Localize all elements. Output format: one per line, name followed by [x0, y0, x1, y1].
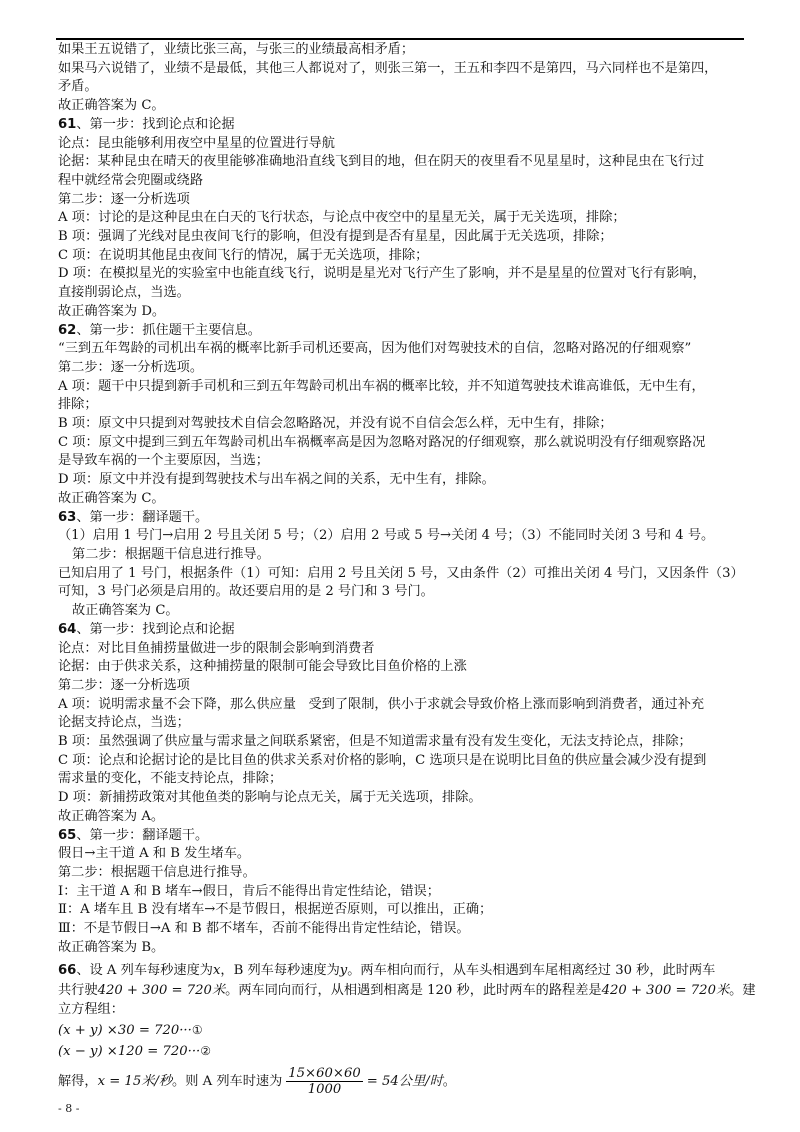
- text-line: 如果马六说错了，业绩不是最低，其他三人都说对了，则张三第一，王五和李四不是第四，马六同样也不是第四，: [58, 60, 718, 76]
- text-line: 论点：对比目鱼捕捞量做进一步的限制会影响到消费者: [58, 640, 375, 656]
- option-c: C 项：在说明其他昆虫夜间飞行的情况，属于无关选项，排除；: [58, 247, 429, 263]
- solution-speed: = 54公里/时: [366, 1074, 443, 1090]
- text-line: 排除；: [58, 397, 98, 413]
- text-line: 、第一步：找到论点和论据: [76, 116, 235, 132]
- option-a: A 项：题干中只提到新手司机和三到五年驾龄司机出车祸的概率比较，并不知道驾驶技术谁高谁低，无中生有，: [58, 378, 705, 394]
- answer-line: 故正确答案为 B。: [58, 939, 165, 955]
- question-62: [58, 322, 748, 509]
- text-line: 需求量的变化，不能支持论点，排除；: [58, 771, 283, 787]
- question-66: [58, 961, 756, 1098]
- text-line: 论据支持论点，当选；: [58, 715, 190, 731]
- answer-line: 故正确答案为 C。: [72, 603, 179, 619]
- text-fragment: 。: [442, 1074, 456, 1090]
- option-b: B 项：强调了光线对昆虫夜间飞行的影响，但没有提到是否有星星，因此属于无关选项，排除；: [58, 229, 613, 245]
- page-number: - 8 -: [58, 1102, 80, 1115]
- sum-expression: 420 + 300 = 720米: [601, 983, 730, 999]
- equation-marker: ①: [191, 1023, 203, 1038]
- option-a: A 项：讨论的是这种昆虫在白天的飞行状态，与论点中夜空中的星星无关，属于无关选项，排除；: [58, 210, 626, 226]
- text-line: 、第一步：翻译题干。: [76, 827, 209, 843]
- text-line: 第二步：根据题干信息进行推导。: [72, 546, 270, 562]
- question-65: [58, 827, 748, 958]
- text-line: 是导致车祸的一个主要原因，当选；: [58, 453, 269, 469]
- text-fragment: ，B 列车每秒速度为: [220, 963, 340, 979]
- answer-line: 故正确答案为 A。: [58, 808, 165, 824]
- text-line: 、第一步：翻译题干。: [76, 509, 209, 525]
- answer-line: 故正确答案为 D。: [58, 303, 166, 319]
- question-number: 61: [58, 116, 77, 132]
- text-fragment: 。两车相向而行，从车头相遇到车尾相离经过 30 秒，此时两车: [347, 963, 716, 979]
- item-i: Ⅰ：主干道 A 和 B 堵车→假日，肯后不能得出肯定性结论，错误；: [58, 883, 440, 899]
- question-63: [58, 509, 748, 621]
- option-d: D 项：在模拟星光的实验室中也能直线飞行，说明是星光对飞行产生了影响，并不是星星的位置对飞行有影响，: [58, 266, 706, 282]
- text-line: 、第一步：抓住题干主要信息。: [76, 322, 261, 338]
- text-fragment: 解得，: [58, 1074, 98, 1090]
- question-number: 63: [58, 509, 77, 525]
- header-rule: [56, 38, 744, 40]
- answer-line: 故正确答案为 C。: [58, 490, 165, 506]
- text-line: 论据：由于供求关系，这种捕捞量的限制可能会导致比目鱼价格的上涨: [58, 659, 467, 675]
- text-line: 已知启用了 1 号门，根据条件（1）可知：启用 2 号且关闭 5 号，又由条件（2）可推出关闭 4 号门，又因条件（3）: [58, 565, 744, 581]
- option-d: D 项：原文中并没有提到驾驶技术与出车祸之间的关系，无中生有，排除。: [58, 472, 495, 488]
- text-line: 第二步：逐一分析选项: [58, 677, 190, 693]
- text-line: 论据：某种昆虫在晴天的夜里能够准确地沿直线飞到目的地，但在阴天的夜里看不见星星时，这种昆虫在飞行过: [58, 154, 705, 170]
- text-line: 第二步：根据题干信息进行推导。: [58, 864, 256, 880]
- document-page: [58, 41, 756, 1098]
- equation-1: (x + y) ×30 = 720···: [58, 1023, 192, 1039]
- equation-marker: ②: [200, 1044, 211, 1059]
- question-number: 62: [58, 322, 77, 338]
- text-line: 程中就经常会兜圈或绕路: [58, 172, 204, 188]
- option-c: C 项：原文中提到三到五年驾龄司机出车祸概率高是因为忽略对路况的仔细观察，那么就说明没有仔细观察路况: [58, 434, 706, 450]
- text-line: 可知，3 号门必须是启用的。故还要启用的是 2 号门和 3 号门。: [58, 584, 434, 600]
- question-64: [58, 621, 748, 827]
- text-fragment: 共行驶: [58, 983, 98, 999]
- text-fragment: 。两车同向而行，从相遇到相离是 120 秒，此时两车的路程差是: [225, 983, 602, 999]
- question-number: 66: [58, 963, 77, 979]
- text-line: 立方程组：: [58, 1002, 124, 1018]
- question-number: 65: [58, 827, 77, 843]
- speed-fraction: [286, 1066, 362, 1097]
- text-line: 直接削弱论点，当选。: [58, 285, 190, 301]
- answer-line: 故正确答案为 C。: [58, 98, 165, 114]
- item-iii: Ⅲ：不是节假日→A 和 B 都不堵车，否前不能得出肯定性结论，错误。: [58, 921, 470, 937]
- option-b: B 项：虽然强调了供应量与需求量之间联系紧密，但是不知道需求量有没有发生变化，无法支持论点，排除；: [58, 734, 692, 750]
- option-a: A 项：说明需求量不会下降，那么供应量 受到了限制，供小于求就会导致价格上涨而影响到消费者，通过补充: [58, 696, 705, 712]
- question-61: [58, 116, 748, 322]
- text-line: 论点：昆虫能够利用夜空中星星的位置进行导航: [58, 135, 335, 151]
- option-b: B 项：原文中只提到对驾驶技术自信会忽略路况，并没有说不自信会怎么样，无中生有，排除；: [58, 416, 613, 432]
- text-fragment: 、设 A 列车每秒速度为: [76, 963, 213, 979]
- fraction-numerator: 15×60×60: [288, 1066, 361, 1082]
- text-fragment: 。建: [729, 983, 756, 999]
- variable-x: x: [212, 963, 221, 979]
- option-c: C 项：论点和论据讨论的是比目鱼的供求关系对价格的影响，C 选项只是在说明比目鱼的供应量会减少没有提到: [58, 752, 707, 768]
- top-block: [58, 41, 748, 116]
- text-line: 、第一步：找到论点和论据: [76, 621, 235, 637]
- text-line: 第二步：逐一分析选项。: [58, 359, 204, 375]
- text-line: “三到五年驾龄的司机出车祸的概率比新手司机还要高，因为他们对驾驶技术的自信，忽略对路况的仔细观察”: [58, 341, 692, 357]
- text-line: （1）启用 1 号门→启用 2 号且关闭 5 号；（2）启用 2 号或 5 号→关闭 4 号；（3）不能同时关闭 3 号和 4 号。: [58, 528, 715, 544]
- text-line: 矛盾。: [58, 79, 98, 95]
- sum-expression: 420 + 300 = 720米: [97, 983, 226, 999]
- question-number: 64: [58, 621, 77, 637]
- solution-x: x = 15米/秒: [97, 1074, 173, 1090]
- variable-y: y: [339, 963, 348, 979]
- text-line: 假日→主干道 A 和 B 发生堵车。: [58, 846, 251, 862]
- option-d: D 项：新捕捞政策对其他鱼类的影响与论点无关，属于无关选项，排除。: [58, 790, 482, 806]
- text-line: 如果王五说错了，业绩比张三高，与张三的业绩最高相矛盾；: [58, 42, 415, 57]
- equation-2: (x − y) ×120 = 720···: [58, 1044, 201, 1060]
- text-line: 第二步：逐一分析选项: [58, 191, 190, 207]
- text-fragment: 。则 A 列车时速为: [172, 1074, 283, 1090]
- item-ii: Ⅱ：A 堵车且 B 没有堵车→不是节假日，根据逆否原则，可以推出，正确；: [58, 902, 493, 918]
- fraction-denominator: 1000: [307, 1082, 342, 1098]
